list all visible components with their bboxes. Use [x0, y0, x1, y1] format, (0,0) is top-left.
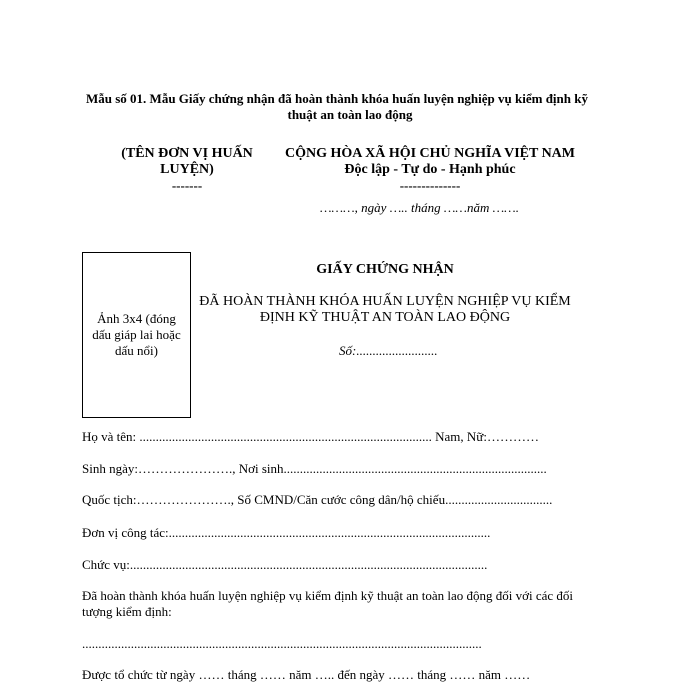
field-birth: Sinh ngày:…………………., Nơi sinh.................................................................................: [82, 461, 547, 476]
training-unit-line2: LUYỆN): [160, 162, 214, 177]
photo-placeholder: [82, 252, 191, 418]
form-heading-line2: thuật an toàn lao động: [287, 107, 413, 122]
field-organized-dates: Được tổ chức từ ngày …… tháng …… năm ….. đến ngày …… tháng …… năm ……: [82, 667, 531, 682]
field-completed-line2: tượng kiểm định:: [82, 604, 172, 619]
field-workplace: Đơn vị công tác:...................................................................................................: [82, 525, 491, 540]
certificate-number: Số:.........................: [339, 343, 438, 358]
form-heading-line1: Mẫu số 01. Mẫu Giấy chứng nhận đã hoàn thành khóa huấn luyện nghiệp vụ kiểm định kỹ: [86, 91, 588, 106]
certificate-subtitle-line2: ĐỊNH KỸ THUẬT AN TOÀN LAO ĐỘNG: [259, 310, 511, 325]
photo-placeholder-text: Ảnh 3x4 (đóng dấu giáp lai hoặc dấu nổi): [92, 311, 181, 358]
field-full-name: Họ và tên: .......................................................................................... Nam, Nữ:…………: [82, 429, 539, 444]
national-motto: Độc lập - Tự do - Hạnh phúc: [344, 162, 516, 177]
certificate-subtitle-line1: ĐÃ HOÀN THÀNH KHÓA HUẤN LUYỆN NGHIỆP VỤ KIỂM: [199, 294, 571, 309]
certificate-title: GIẤY CHỨNG NHẬN: [316, 262, 454, 277]
field-subject-dots: ...........................................................................................................................: [82, 636, 482, 651]
field-nationality: Quốc tịch:…………………., Số CMND/Căn cước công dân/hộ chiếu.................................: [82, 492, 553, 507]
field-position: Chức vụ:..............................................................................................................: [82, 557, 488, 572]
field-completed-line1: Đã hoàn thành khóa huấn luyện nghiệp vụ kiểm định kỹ thuật an toàn lao động đối với các đối: [82, 588, 574, 603]
training-unit-rule: -------: [171, 178, 203, 193]
national-rule: --------------: [399, 178, 461, 193]
issue-date-line: ………, ngày ….. tháng ……năm …….: [320, 200, 519, 215]
national-title: CỘNG HÒA XÃ HỘI CHỦ NGHĨA VIỆT NAM: [284, 146, 575, 161]
training-unit-line1: (TÊN ĐƠN VỊ HUẤN: [121, 146, 253, 161]
